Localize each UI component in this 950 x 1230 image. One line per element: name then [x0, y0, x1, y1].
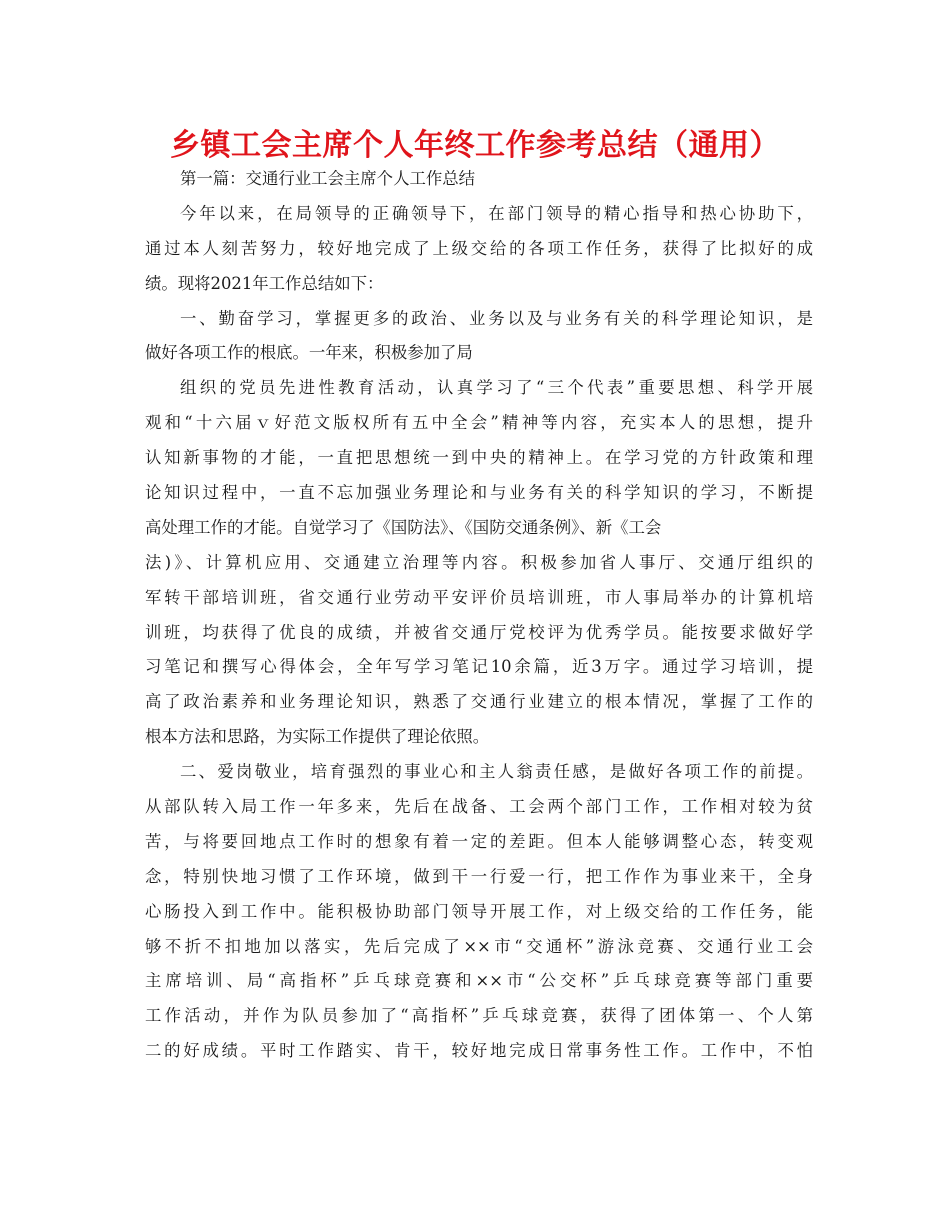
paragraph-line: 观和“十六届ｖ好范文版权所有五中全会”精神等内容，充实本人的思想，提升	[145, 413, 813, 433]
paragraph-line: 根本方法和思路，为实际工作提供了理论依照。	[145, 727, 490, 747]
paragraph-line: 认知新事物的才能，一直把思想统一到中央的精神上。在学习党的方针政策和理	[145, 448, 813, 468]
paragraph-line: 主席培训、局“高指杯”乒乓球竞赛和××市“公交杯”乒乓球竞赛等部门重要	[145, 971, 813, 991]
paragraph-line: 军转干部培训班，省交通行业劳动平安评价员培训班，市人事局举办的计算机培	[145, 587, 813, 607]
paragraph-line: 绩。现将2021年工作总结如下：	[145, 273, 384, 293]
paragraph-line: 高了政治素养和业务理论知识，熟悉了交通行业建立的根本情况，掌握了工作的	[145, 692, 813, 712]
paragraph-line: 二、爱岗敬业，培育强烈的事业心和主人翁责任感，是做好各项工作的前提。	[180, 762, 813, 782]
paragraph-line: 念，特别快地习惯了工作环境，做到干一行爱一行，把工作作为事业来干，全身	[145, 866, 813, 886]
document-body	[145, 162, 813, 1069]
paragraph-line: 组织的党员先进性教育活动，认真学习了“三个代表”重要思想、科学开展	[180, 378, 813, 398]
paragraph-line: 够不折不扣地加以落实，先后完成了××市“交通杯”游泳竞赛、交通行业工会	[145, 936, 813, 956]
paragraph-line: 今年以来，在局领导的正确领导下，在部门领导的精心指导和热心协助下，	[180, 203, 813, 223]
section-heading: 第一篇：交通行业工会主席个人工作总结	[180, 169, 476, 188]
paragraph-line: 二的好成绩。平时工作踏实、肯干，较好地完成日常事务性工作。工作中，不怕	[145, 1041, 813, 1061]
paragraph-line: 心肠投入到工作中。能积极协助部门领导开展工作，对上级交给的工作任务，能	[145, 901, 813, 921]
paragraph-line: 训班，均获得了优良的成绩，并被省交通厅党校评为优秀学员。能按要求做好学	[145, 622, 813, 642]
paragraph-line: 工作活动，并作为队员参加了“高指杯”乒乓球竞赛，获得了团体第一、个人第	[145, 1006, 813, 1026]
paragraph-line: 习笔记和撰写心得体会，全年写学习笔记10余篇，近3万字。通过学习培训，提	[145, 657, 813, 677]
paragraph-line: 做好各项工作的根底。一年来，积极参加了局	[145, 343, 473, 363]
paragraph-line: 法)》、计算机应用、交通建立治理等内容。积极参加省人事厅、交通厅组织的	[145, 552, 813, 572]
paragraph-line: 苦，与将要回地点工作时的想象有着一定的差距。但本人能够调整心态，转变观	[145, 831, 813, 851]
paragraph-line: 高处理工作的才能。自觉学习了《国防法》、《国防交通条例》、新《工会	[145, 517, 662, 537]
paragraph-line: 从部队转入局工作一年多来，先后在战备、工会两个部门工作，工作相对较为贫	[145, 797, 813, 817]
paragraph-line: 通过本人刻苦努力，较好地完成了上级交给的各项工作任务，获得了比拟好的成	[145, 238, 813, 258]
paragraph-line: 一、勤奋学习，掌握更多的政治、业务以及与业务有关的科学理论知识，是	[180, 308, 813, 328]
paragraph-line: 论知识过程中，一直不忘加强业务理论和与业务有关的科学知识的学习，不断提	[145, 483, 813, 503]
document-title: 乡镇工会主席个人年终工作参考总结（通用）	[170, 128, 780, 163]
